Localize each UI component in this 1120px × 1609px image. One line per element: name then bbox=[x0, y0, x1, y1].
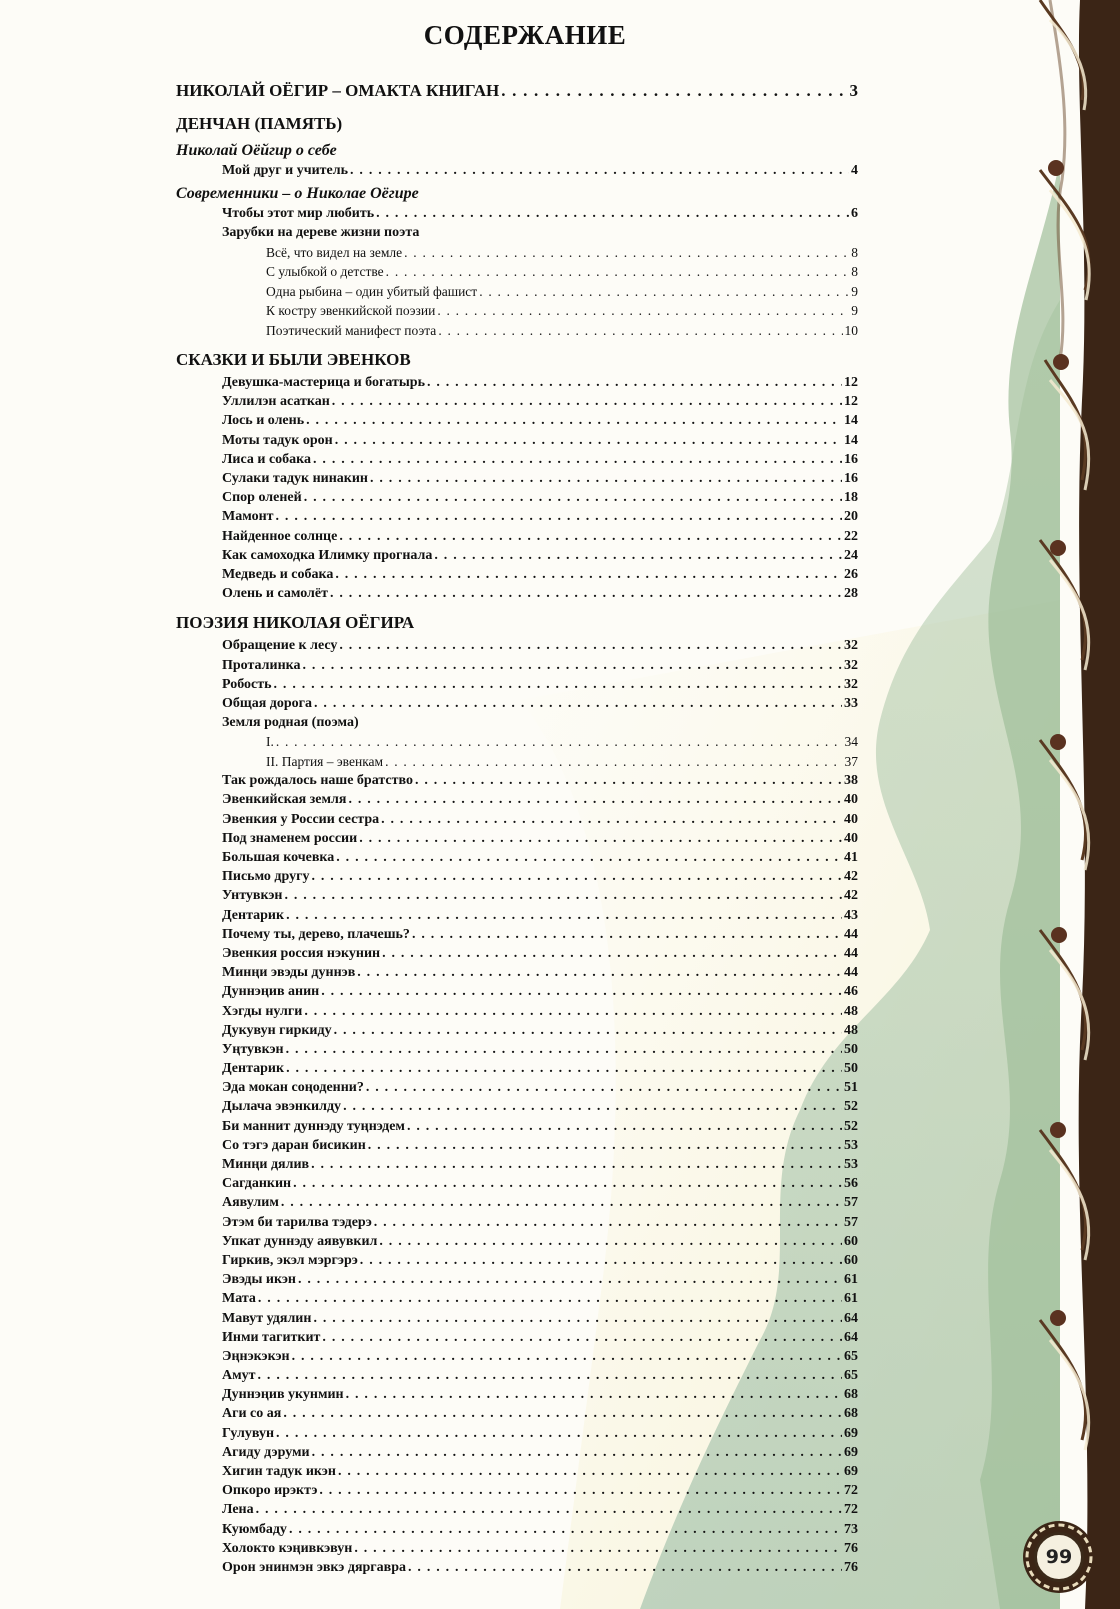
toc-entry-title: Медведь и собака bbox=[222, 566, 334, 582]
toc-entry-title: Эвенкийская земля bbox=[222, 792, 347, 808]
toc-entry-page: 50 bbox=[844, 1061, 858, 1077]
toc-leader-dots bbox=[332, 392, 842, 411]
toc-entry bbox=[176, 1213, 858, 1232]
toc-leader-dots bbox=[292, 1347, 842, 1366]
toc-entry-title: Хигин тадук икэн bbox=[222, 1464, 336, 1479]
toc-entry-title: Земля родная (поэма) bbox=[222, 715, 359, 731]
toc-entry bbox=[176, 1347, 858, 1366]
toc-leader-dots bbox=[438, 321, 842, 341]
toc-entry bbox=[176, 1500, 858, 1519]
toc-entry-title: Спор оленей bbox=[222, 490, 302, 506]
toc-entry bbox=[176, 110, 858, 137]
toc-entry-title: Поэтический манифест поэта bbox=[266, 322, 437, 338]
toc-entry bbox=[176, 546, 858, 565]
toc-entry bbox=[176, 469, 858, 488]
toc-entry bbox=[176, 1059, 858, 1078]
toc-entry-page: 3 bbox=[849, 81, 858, 100]
toc-entry bbox=[176, 1424, 858, 1443]
toc-entry-page: 57 bbox=[844, 1195, 858, 1211]
toc-entry-page: 42 bbox=[844, 888, 858, 904]
toc-entry bbox=[176, 77, 858, 104]
toc-entry bbox=[176, 321, 858, 341]
toc-entry bbox=[176, 565, 858, 584]
toc-entry-page: 60 bbox=[844, 1233, 858, 1249]
toc-entry-page: 64 bbox=[844, 1329, 858, 1345]
toc-leader-dots bbox=[304, 1002, 842, 1021]
toc-entry bbox=[176, 1270, 858, 1289]
toc-entry-page: 18 bbox=[844, 490, 858, 506]
toc-leader-dots bbox=[276, 1424, 842, 1443]
toc-entry-title: Дукувун гиркиду bbox=[222, 1022, 332, 1038]
toc-entry-title: СКАЗКИ И БЫЛИ ЭВЕНКОВ bbox=[176, 350, 411, 370]
toc-leader-dots bbox=[374, 1213, 842, 1232]
toc-entry bbox=[176, 373, 858, 392]
toc-entry bbox=[176, 301, 858, 321]
toc-entry-title: Сагданкин bbox=[222, 1176, 292, 1192]
toc-leader-dots bbox=[339, 527, 842, 546]
toc-entry-page: 69 bbox=[844, 1425, 858, 1441]
toc-entry bbox=[176, 1539, 858, 1558]
toc-leader-dots bbox=[415, 771, 842, 790]
toc-entry bbox=[176, 1520, 858, 1539]
toc-entry-title: Николай Оёйгир о себе bbox=[176, 142, 337, 159]
toc-entry-page: 9 bbox=[851, 283, 858, 299]
toc-entry-title: С улыбкой о детстве bbox=[266, 264, 384, 280]
toc-entry bbox=[176, 694, 858, 713]
toc-leader-dots bbox=[311, 867, 842, 886]
toc-entry-page: 14 bbox=[844, 413, 858, 429]
toc-entry-title: Инми тагиткит bbox=[222, 1329, 321, 1345]
toc-entry bbox=[176, 848, 858, 867]
toc-entry-title: Под знаменем россии bbox=[222, 830, 358, 846]
page-number: 99 bbox=[1034, 1532, 1084, 1582]
toc-entry bbox=[176, 675, 858, 694]
toc-entry-page: 32 bbox=[844, 676, 858, 692]
toc-entry-page: 24 bbox=[844, 547, 858, 563]
toc-entry bbox=[176, 656, 858, 675]
toc-entry bbox=[176, 1366, 858, 1385]
toc-entry-page: 38 bbox=[844, 773, 858, 789]
toc-entry bbox=[176, 262, 858, 282]
toc-entry-page: 16 bbox=[844, 451, 858, 467]
toc-entry bbox=[176, 790, 858, 809]
toc-entry bbox=[176, 944, 858, 963]
toc-entry-title: Опкоро ирэктэ bbox=[222, 1483, 318, 1499]
toc-entry-page: 76 bbox=[844, 1559, 858, 1575]
toc-entry-page: 57 bbox=[844, 1214, 858, 1230]
toc-leader-dots bbox=[334, 1021, 842, 1040]
toc-entry bbox=[176, 609, 858, 636]
toc-entry-page: 73 bbox=[844, 1521, 858, 1537]
toc-entry-page: 69 bbox=[844, 1464, 858, 1479]
toc-leader-dots bbox=[304, 488, 842, 507]
toc-entry-page: 40 bbox=[844, 811, 858, 827]
toc-entry-page: 72 bbox=[844, 1502, 858, 1518]
toc-leader-dots bbox=[479, 282, 849, 302]
toc-entry bbox=[176, 752, 858, 772]
toc-leader-dots bbox=[404, 243, 849, 263]
toc-leader-dots bbox=[348, 790, 842, 809]
toc-entry bbox=[176, 771, 858, 790]
toc-leader-dots bbox=[379, 1232, 842, 1251]
toc-entry-page: 9 bbox=[851, 303, 858, 319]
toc-entry-page: 64 bbox=[844, 1310, 858, 1326]
toc-entry-title: Найденное солнце bbox=[222, 528, 338, 544]
toc-entry-title: Унтувкэн bbox=[222, 888, 283, 904]
toc-entry-page: 68 bbox=[844, 1387, 858, 1403]
toc-entry-title: Куюмбаду bbox=[222, 1521, 287, 1537]
toc-entry bbox=[176, 1232, 858, 1251]
toc-entry bbox=[176, 1309, 858, 1328]
toc-entry-title: ПОЭЗИЯ НИКОЛАЯ ОЁГИРА bbox=[176, 613, 415, 633]
toc-entry-title: Аги со ая bbox=[222, 1406, 282, 1422]
toc-entry-page: 51 bbox=[844, 1080, 858, 1096]
toc-entry-page: 48 bbox=[844, 1003, 858, 1019]
toc-entry bbox=[176, 1155, 858, 1174]
toc-entry-page: 40 bbox=[844, 830, 858, 846]
toc-leader-dots bbox=[313, 1309, 842, 1328]
toc-entry-title: Мамонт bbox=[222, 509, 274, 525]
toc-entry-title: Дуннэңив анин bbox=[222, 984, 320, 1000]
toc-entry-page: 60 bbox=[844, 1252, 858, 1268]
toc-entry bbox=[176, 713, 858, 732]
toc-entry-title: Лена bbox=[222, 1502, 254, 1518]
toc-entry-page: 53 bbox=[844, 1137, 858, 1153]
toc-leader-dots bbox=[343, 1097, 842, 1116]
toc-entry-title: Амут bbox=[222, 1368, 256, 1384]
toc-entry-title: Эвенкия у России сестра bbox=[222, 811, 380, 827]
toc-entry-page: 40 bbox=[844, 792, 858, 808]
toc-entry-title: Уңтувкэн bbox=[222, 1041, 284, 1057]
toc-entry-page: 53 bbox=[844, 1157, 858, 1172]
toc-leader-dots bbox=[357, 963, 842, 982]
toc-entry-page: 52 bbox=[844, 1118, 858, 1134]
toc-entry-title: Эңнэкэкэн bbox=[222, 1348, 290, 1364]
toc-leader-dots bbox=[321, 982, 842, 1001]
toc-leader-dots bbox=[319, 1481, 842, 1500]
toc-entry-title: Эвенкия россия нэкунин bbox=[222, 945, 381, 961]
toc-entry-page: 26 bbox=[844, 566, 858, 582]
toc-entry-page: 44 bbox=[844, 926, 858, 942]
toc-leader-dots bbox=[359, 829, 842, 848]
toc-entry-title: Уллилэн асаткан bbox=[222, 394, 330, 410]
toc-entry-title: Агиду дэруми bbox=[222, 1444, 310, 1460]
toc-entry-page: 76 bbox=[844, 1540, 858, 1556]
toc-entry bbox=[176, 1251, 858, 1270]
toc-entry-page: 8 bbox=[851, 244, 858, 260]
toc-entry bbox=[176, 1289, 858, 1308]
toc-leader-dots bbox=[386, 262, 850, 282]
toc-entry bbox=[176, 1174, 858, 1193]
page-title: СОДЕРЖАНИЕ bbox=[423, 20, 627, 50]
toc-entry bbox=[176, 392, 858, 411]
toc-entry bbox=[176, 1328, 858, 1347]
toc-entry bbox=[176, 1404, 858, 1423]
toc-entry bbox=[176, 732, 858, 752]
toc-leader-dots bbox=[501, 77, 847, 104]
toc-entry-title: Гиркив, экэл мэргэрэ bbox=[222, 1252, 358, 1268]
toc-entry-title: Мавут удялин bbox=[222, 1310, 312, 1326]
toc-leader-dots bbox=[336, 848, 842, 867]
toc-leader-dots bbox=[289, 1520, 842, 1539]
toc-entry bbox=[176, 925, 858, 944]
toc-entry-page: 42 bbox=[844, 869, 858, 885]
toc-entry-title: Упкат дуннэду аявувкил bbox=[222, 1233, 378, 1249]
toc-entry-page: 69 bbox=[844, 1444, 858, 1460]
toc-leader-dots bbox=[354, 1539, 842, 1558]
toc-entry-page: 34 bbox=[844, 734, 858, 750]
toc-entry-title: К костру эвенкийской поэзии bbox=[266, 303, 436, 319]
toc-entry-title: Мой друг и учитель bbox=[222, 163, 349, 178]
toc-leader-dots bbox=[286, 906, 842, 925]
toc-leader-dots bbox=[412, 925, 842, 944]
toc-leader-dots bbox=[284, 886, 842, 905]
toc-entry-page: 32 bbox=[844, 638, 858, 654]
toc-entry-page: 32 bbox=[844, 657, 858, 673]
toc-entry bbox=[176, 527, 858, 546]
toc-entry-page: 10 bbox=[844, 322, 858, 338]
toc-entry bbox=[176, 204, 858, 223]
toc-leader-dots bbox=[298, 1270, 842, 1289]
toc-entry-page: 6 bbox=[851, 206, 858, 222]
toc-leader-dots bbox=[434, 546, 842, 565]
toc-leader-dots bbox=[382, 944, 842, 963]
toc-entry-title: Дылача эвэнкилду bbox=[222, 1099, 342, 1115]
toc-entry bbox=[176, 636, 858, 655]
toc-entry-page: 50 bbox=[844, 1041, 858, 1057]
toc-entry-title: ДЕНЧАН (ПАМЯТЬ) bbox=[176, 114, 343, 133]
toc-entry-title: Хэгды нулги bbox=[222, 1003, 303, 1019]
toc-leader-dots bbox=[303, 656, 842, 675]
toc-leader-dots bbox=[313, 450, 842, 469]
toc-leader-dots bbox=[360, 1251, 842, 1270]
toc-leader-dots bbox=[376, 204, 849, 223]
toc-entry-page: 20 bbox=[844, 509, 858, 525]
toc-entry bbox=[176, 1117, 858, 1136]
toc-leader-dots bbox=[338, 1462, 842, 1481]
toc-entry bbox=[176, 1021, 858, 1040]
toc-entry-title: Олень и самолёт bbox=[222, 586, 328, 602]
toc-entry bbox=[176, 141, 858, 161]
toc-entry-title: I. bbox=[266, 734, 274, 750]
toc-entry bbox=[176, 1462, 858, 1481]
toc-entry bbox=[176, 161, 858, 180]
toc-entry bbox=[176, 1443, 858, 1462]
table-of-contents bbox=[176, 74, 858, 1577]
toc-entry-page: 37 bbox=[844, 753, 858, 769]
toc-leader-dots bbox=[368, 1136, 842, 1155]
toc-leader-dots bbox=[276, 507, 842, 526]
toc-leader-dots bbox=[385, 752, 842, 772]
toc-leader-dots bbox=[408, 1558, 842, 1577]
toc-entry bbox=[176, 1558, 858, 1577]
toc-entry-title: Как самоходка Илимку прогнала bbox=[222, 547, 433, 563]
toc-entry-title: Сулаки тадук нинакин bbox=[222, 471, 368, 486]
toc-entry bbox=[176, 1481, 858, 1500]
toc-leader-dots bbox=[339, 636, 842, 655]
toc-leader-dots bbox=[258, 1289, 842, 1308]
toc-entry-title: Всё, что видел на земле bbox=[266, 244, 403, 260]
toc-entry-page: 46 bbox=[844, 984, 858, 1000]
toc-entry bbox=[176, 982, 858, 1001]
toc-entry-title: Би маннит дуннэду туңнэдем bbox=[222, 1118, 405, 1134]
toc-leader-dots bbox=[293, 1174, 842, 1193]
toc-leader-dots bbox=[350, 161, 849, 180]
toc-leader-dots bbox=[335, 431, 842, 450]
toc-entry-title: Лиса и собака bbox=[222, 451, 312, 467]
toc-entry-page: 65 bbox=[844, 1368, 858, 1384]
toc-entry-title: Гулувун bbox=[222, 1425, 275, 1441]
toc-leader-dots bbox=[286, 1040, 842, 1059]
toc-entry bbox=[176, 1193, 858, 1212]
toc-leader-dots bbox=[306, 411, 842, 430]
toc-entry-title: Дентарик bbox=[222, 1061, 285, 1077]
toc-entry bbox=[176, 1002, 858, 1021]
toc-entry-page: 56 bbox=[844, 1176, 858, 1192]
toc-leader-dots bbox=[322, 1328, 842, 1347]
toc-leader-dots bbox=[312, 1443, 842, 1462]
toc-entry-page: 43 bbox=[844, 907, 858, 923]
toc-leader-dots bbox=[366, 1078, 842, 1097]
toc-entry-title: Так рождалось наше братство bbox=[222, 773, 413, 789]
toc-entry-title: Письмо другу bbox=[222, 869, 310, 885]
toc-entry-page: 72 bbox=[844, 1483, 858, 1499]
toc-leader-dots bbox=[283, 1404, 842, 1423]
toc-leader-dots bbox=[258, 1366, 842, 1385]
toc-entry-title: Лось и олень bbox=[222, 413, 305, 429]
toc-leader-dots bbox=[256, 1500, 842, 1519]
toc-entry bbox=[176, 450, 858, 469]
toc-entry-title: Девушка-мастерица и богатырь bbox=[222, 375, 425, 391]
toc-entry-title: Со тэгэ даран бисикин bbox=[222, 1137, 366, 1153]
toc-entry-title: Чтобы этот мир любить bbox=[222, 206, 375, 222]
toc-entry-title: Холокто кэңивкэвун bbox=[222, 1540, 353, 1556]
toc-entry-page: 4 bbox=[851, 163, 858, 178]
toc-entry bbox=[176, 1078, 858, 1097]
toc-leader-dots bbox=[346, 1385, 842, 1404]
toc-leader-dots bbox=[281, 1193, 842, 1212]
toc-entry-page: 44 bbox=[844, 965, 858, 981]
toc-leader-dots bbox=[311, 1155, 842, 1174]
toc-entry bbox=[176, 243, 858, 263]
toc-entry-title: Обращение к лесу bbox=[222, 638, 338, 654]
toc-entry-page: 44 bbox=[844, 945, 858, 961]
toc-entry-page: 22 bbox=[844, 528, 858, 544]
toc-entry bbox=[176, 282, 858, 302]
toc-entry-page: 65 bbox=[844, 1348, 858, 1364]
toc-entry-title: Почему ты, дерево, плачешь? bbox=[222, 926, 410, 942]
toc-entry-title: Минңи эвэды дуннэв bbox=[222, 965, 356, 981]
toc-entry bbox=[176, 829, 858, 848]
toc-entry-page: 48 bbox=[844, 1022, 858, 1038]
toc-entry bbox=[176, 488, 858, 507]
toc-entry-title: Современники – о Николае Оёгире bbox=[176, 185, 419, 203]
toc-entry bbox=[176, 184, 858, 204]
toc-entry-title: Минңи дялив bbox=[222, 1157, 310, 1172]
toc-entry-title: Эвэды икэн bbox=[222, 1272, 296, 1288]
toc-entry bbox=[176, 963, 858, 982]
toc-entry-title: Общая дорога bbox=[222, 695, 313, 711]
toc-entry-title: НИКОЛАЙ ОЁГИР – ОМАКТА КНИГАН bbox=[176, 81, 500, 100]
toc-entry-title: Зарубки на дереве жизни поэта bbox=[222, 225, 420, 241]
toc-entry-page: 41 bbox=[844, 850, 858, 865]
toc-entry-title: Дуннэңив укунмин bbox=[222, 1387, 344, 1403]
toc-leader-dots bbox=[274, 675, 842, 694]
toc-leader-dots bbox=[427, 373, 842, 392]
toc-entry bbox=[176, 507, 858, 526]
toc-entry-title: Этэм би тарилва тэдерэ bbox=[222, 1214, 372, 1230]
toc-leader-dots bbox=[286, 1059, 842, 1078]
toc-entry bbox=[176, 1136, 858, 1155]
toc-entry-title: Моты тадук орон bbox=[222, 432, 333, 448]
toc-leader-dots bbox=[335, 565, 842, 584]
toc-entry-page: 28 bbox=[844, 586, 858, 602]
toc-entry-page: 68 bbox=[844, 1406, 858, 1422]
toc-entry-title: Мата bbox=[222, 1291, 256, 1307]
toc-entry bbox=[176, 1385, 858, 1404]
toc-entry bbox=[176, 810, 858, 829]
toc-entry-page: 14 bbox=[844, 432, 858, 448]
toc-entry-page: 61 bbox=[844, 1272, 858, 1288]
toc-leader-dots bbox=[330, 584, 842, 603]
toc-entry bbox=[176, 431, 858, 450]
toc-leader-dots bbox=[381, 810, 842, 829]
toc-entry bbox=[176, 1040, 858, 1059]
toc-entry bbox=[176, 346, 858, 373]
toc-entry-title: II. Партия – эвенкам bbox=[266, 753, 384, 769]
toc-leader-dots bbox=[370, 469, 842, 488]
toc-entry bbox=[176, 906, 858, 925]
toc-entry-title: Эда мокан соңоденни? bbox=[222, 1080, 364, 1096]
toc-entry-page: 12 bbox=[844, 394, 858, 410]
toc-leader-dots bbox=[407, 1117, 842, 1136]
toc-entry bbox=[176, 411, 858, 430]
toc-entry-title: Аявулим bbox=[222, 1195, 279, 1211]
toc-leader-dots bbox=[314, 694, 842, 713]
toc-leader-dots bbox=[276, 732, 843, 752]
toc-entry-page: 12 bbox=[844, 375, 858, 391]
toc-entry-page: 33 bbox=[844, 695, 858, 711]
toc-entry-page: 16 bbox=[844, 471, 858, 486]
toc-entry-title: Одна рыбина – один убитый фашист bbox=[266, 283, 478, 299]
toc-entry bbox=[176, 223, 858, 242]
toc-entry-page: 61 bbox=[844, 1291, 858, 1307]
toc-leader-dots bbox=[437, 301, 849, 321]
toc-entry bbox=[176, 886, 858, 905]
toc-entry bbox=[176, 584, 858, 603]
toc-entry-title: Робость bbox=[222, 676, 272, 692]
toc-entry-title: Орон энинмэн эвкэ дяргавра bbox=[222, 1559, 407, 1575]
toc-entry-page: 8 bbox=[851, 264, 858, 280]
toc-entry-title: Дентарик bbox=[222, 907, 285, 923]
toc-entry-title: Большая кочевка bbox=[222, 850, 335, 865]
toc-entry bbox=[176, 1097, 858, 1116]
toc-entry bbox=[176, 867, 858, 886]
toc-entry-title: Проталинка bbox=[222, 657, 301, 673]
toc-entry-page: 52 bbox=[844, 1099, 858, 1115]
